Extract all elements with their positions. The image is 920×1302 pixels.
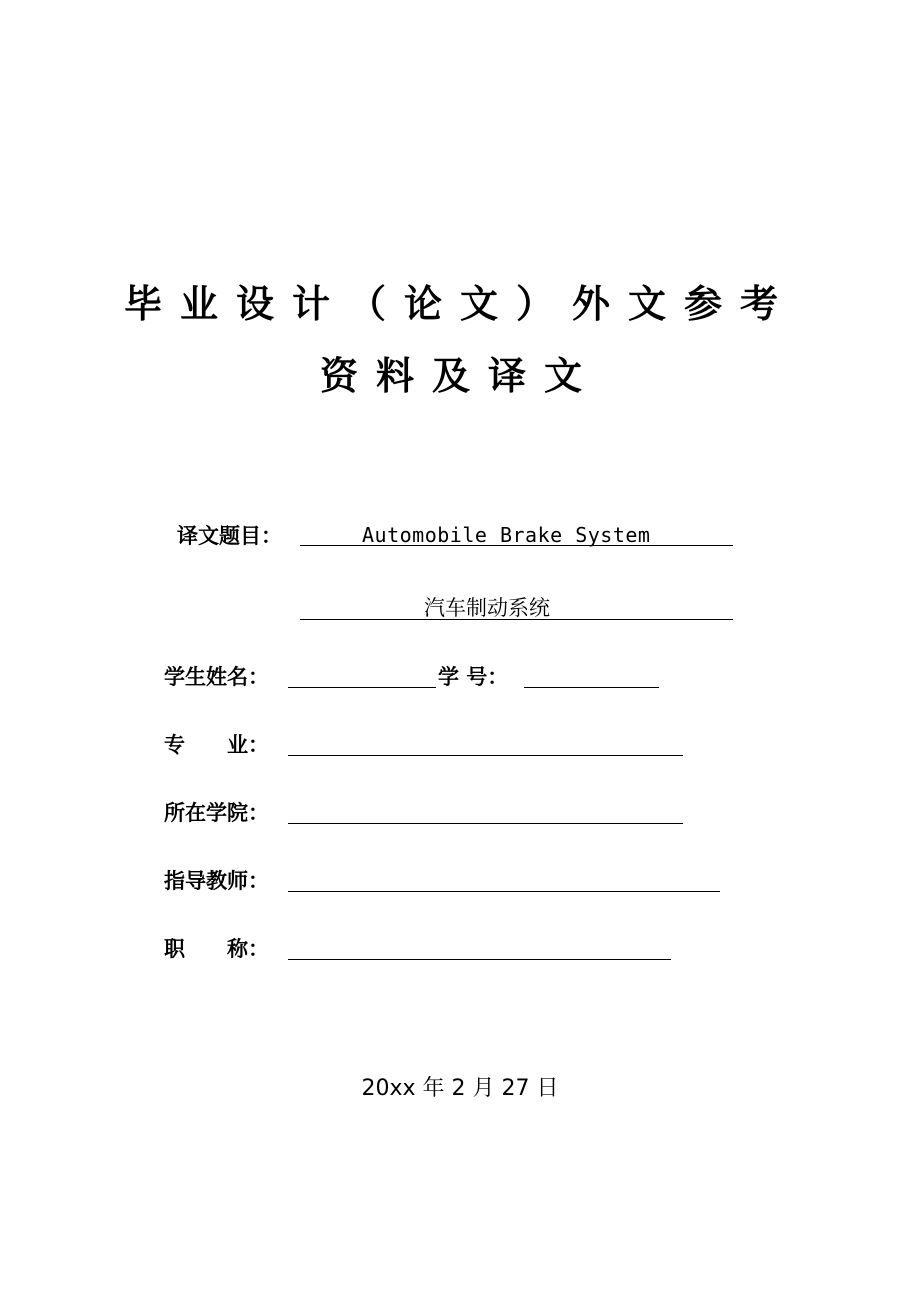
student-id-line bbox=[524, 687, 659, 688]
submission-date: 20xx 年 2 月 27 日 bbox=[361, 1076, 559, 1101]
cover-title-line-2: 资料及译文 bbox=[319, 353, 600, 398]
translation-title-label: 译文题目： bbox=[177, 524, 282, 548]
translation-title-en: Automobile Brake System bbox=[362, 523, 651, 547]
cover-title-line-1: 毕业设计（论文）外文参考 bbox=[123, 281, 796, 326]
job-title-label: 职 称： bbox=[164, 937, 269, 961]
translation-title-cn: 汽车制动系统 bbox=[424, 596, 550, 620]
major-label: 专 业： bbox=[164, 733, 269, 757]
student-name-line bbox=[288, 687, 436, 688]
student-id-label: 学 号： bbox=[438, 665, 509, 689]
college-label: 所在学院： bbox=[164, 801, 269, 825]
advisor-label: 指导教师： bbox=[164, 869, 269, 893]
advisor-line bbox=[288, 891, 720, 892]
job-title-line bbox=[288, 959, 671, 960]
major-line bbox=[288, 755, 683, 756]
college-line bbox=[288, 823, 683, 824]
student-name-label: 学生姓名： bbox=[164, 665, 269, 689]
